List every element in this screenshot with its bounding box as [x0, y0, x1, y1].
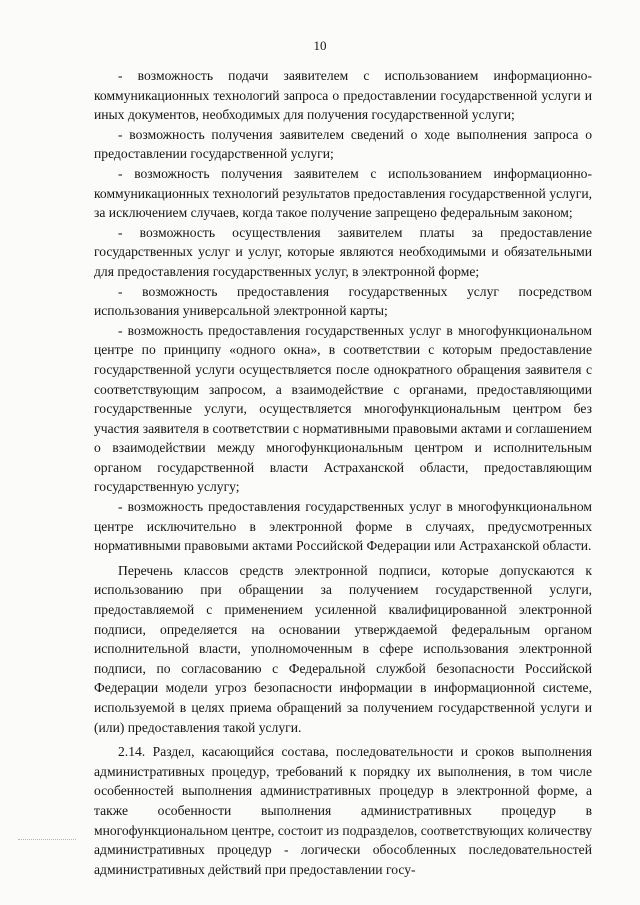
list-item-request-submission: - возможность подачи заявителем с использованием информационно-коммуникационных технологий запроса о предоставлении государственной услуги и иных документов, необходимых для получения государственной услуги; — [94, 68, 592, 123]
page-number: 10 — [313, 38, 327, 53]
list-item-mfc-electronic: - возможность предоставления государственных услуг в многофункциональном центре исключительно в электронной форме в случаях, предусмотренных нормативными правовыми актами Российской Федерации или Астраханской области. — [94, 499, 592, 554]
list-item-result-receipt: - возможность получения заявителем с использованием информационно-коммуникационных технологий результатов предоставления государственной услуги, за исключением случаев, когда такое получение запрещено федеральным законом; — [94, 165, 592, 221]
list-item-request-status: - возможность получения заявителем сведений о ходе выполнения запроса о предоставлении государственной услуги; — [94, 126, 592, 162]
paragraph-section-2-14: 2.14. Раздел, касающийся состава, последовательности и сроков выполнения административных процедур, требований к порядку их выполнения, в том числе особенностей выполнения административных процедур в электронной форме, а также особенности выполнения административных процедур в многофункциональном центре, состоит из подразделов, соответствующих количеству административных процедур - логически обособленных последовательностей административных действий при предоставлении госу- — [94, 744, 592, 877]
list-item-one-window: - возможность предоставления государственных услуг в многофункциональном центре по принципу «одного окна», в соответствии с которым предоставление государственной услуги осуществляется после однократного обращения заявителя с соответствующим запросом, а взаимодействие с органами, предоставляющими государственные услуги, осуществляется многофункциональным центром без участия заявителя в соответствии с нормативными правовыми актами и соглашением о взаимодействии между многофункциональным центром и исполнительным органом государственной власти Астраханской области, предоставляющим государственную услугу; — [94, 322, 592, 495]
margin-scan-mark — [18, 833, 76, 840]
document-body — [94, 66, 592, 879]
list-item-payment: - возможность осуществления заявителем платы за предоставление государственных услуг и услуг, которые являются необходимыми и обязательными для предоставления государственных услуг, в электронной форме; — [94, 224, 592, 279]
list-item-universal-card: - возможность предоставления государственных услуг посредством использования универсальной электронной карты; — [94, 283, 592, 319]
paragraph-signature-classes: Перечень классов средств электронной подписи, которые допускаются к использованию при обращении за получением государственной услуги, предоставляемой с применением усиленной квалифицированной электронной подписи, определяется на основании утверждаемой федеральным органом исполнительной власти, уполномоченным в сфере использования электронной подписи, по согласованию с Федеральной службой безопасности Российской Федерации модели угроз безопасности информации в информационной системе, используемой в целях приема обращений за получением государственной услуги и (или) предоставления такой услуги. — [94, 562, 592, 735]
